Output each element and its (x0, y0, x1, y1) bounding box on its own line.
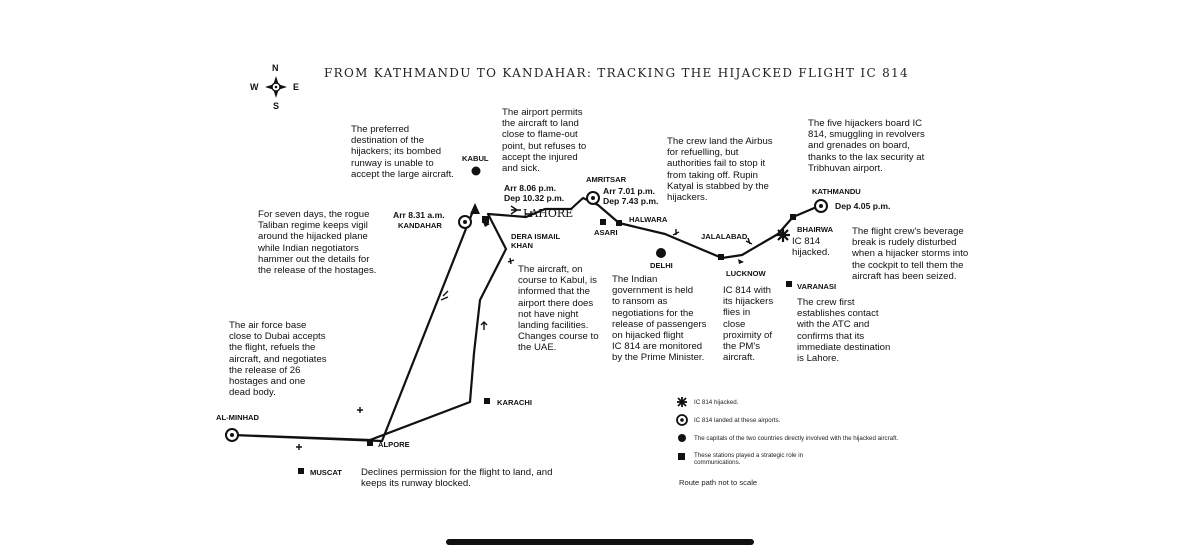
compass-east: E (293, 82, 300, 92)
label-alpore: ALPORE (378, 440, 410, 449)
label-halwara: HALWARA (629, 215, 668, 224)
time-lahore: Arr 8.06 p.m. Dep 10.32 p.m. (504, 183, 565, 203)
legend-stations: These stations played a strategic role in communications. (694, 452, 804, 467)
note-varanasi-atc: The crew first establishes contact with the ATC and confirms that its immediate destination is Lahore. (797, 297, 891, 365)
note-pm-aircraft: IC 814 with its hijackers flies in close proximity of the PM's aircraft. (723, 285, 774, 364)
label-asari: ASARI (594, 228, 618, 237)
compass-west: W (250, 82, 259, 92)
note-muscat: Declines permission for the flight to land, and keeps its runway blocked. (361, 467, 553, 490)
asari-square (600, 219, 606, 225)
label-lahore: LAHORE (523, 207, 574, 220)
karachi-square (484, 398, 490, 404)
note-ransom: The Indian government is held to ransom as negotiations for the release of passengers on hijacked flight IC 814 are monitored by the Prime Minister. (612, 274, 707, 364)
label-kabul: KABUL (462, 154, 489, 163)
legend-landed: IC 814 landed at these airports. (694, 417, 781, 424)
dera-ismail-khan-square (482, 216, 489, 223)
note-amritsar-crew: The crew land the Airbus for refuelling, but authorities fail to stop it from taking off. Rupin Katyal is stabbed by the hijackers. (667, 136, 773, 204)
note-dubai: The air force base close to Dubai accepts the flight, refuels the aircraft, and negotiates the release of 26 hostages and one dead body. (229, 320, 327, 399)
delhi-dot (656, 248, 666, 258)
bhairwa-square (790, 214, 796, 220)
map-title: FROM KATHMANDU TO KANDAHAR: TRACKING THE HIJACKED FLIGHT IC 814 (324, 66, 909, 80)
time-kathmandu: Dep 4.05 p.m. (835, 201, 891, 211)
note-kabul-preferred: The preferred destination of the hijackers; its bombed runway is unable to accept the large aircraft. (351, 124, 454, 180)
label-kathmandu: KATHMANDU (812, 187, 861, 196)
label-jalalabad: JALALABAD (701, 232, 748, 241)
time-kandahar: Arr 8.31 a.m. (393, 210, 445, 220)
compass-icon (265, 76, 287, 98)
label-dera-ismail-khan: DERA ISMAIL KHAN (511, 232, 561, 250)
compass-north: N (272, 63, 279, 73)
label-muscat: MUSCAT (310, 468, 342, 477)
amritsar-marker (587, 192, 599, 204)
alpore-square (367, 440, 373, 446)
note-kabul-night: The aircraft, on course to Kabul, is informed that the airport there does not have night landing facilities. Changes course to the UAE. (518, 264, 599, 354)
halwara-square (616, 220, 622, 226)
kandahar-marker (459, 216, 471, 228)
jalalabad-square (718, 254, 724, 260)
note-lahore-airport: The airport permits the aircraft to land close to flame-out point, but refuses to accept the injured and sick. (502, 107, 587, 175)
note-kathmandu-board: The five hijackers board IC 814, smuggling in revolvers and grenades on board, thanks to the lax security at Tribhuvan airport. (808, 118, 925, 174)
compass-south: S (273, 101, 280, 111)
label-varanasi: VARANASI (797, 282, 837, 291)
legend-capitals: The capitals of the two countries directly involved with the hijacked aircraft. (694, 435, 899, 442)
label-amritsar: AMRITSAR (586, 175, 627, 184)
scale-note: Route path not to scale (679, 478, 758, 487)
legend-hijacked: IC 814 hijacked. (694, 399, 739, 406)
label-bhairwa: BHAIRWA (797, 225, 834, 234)
label-al-minhad: AL-MINHAD (216, 413, 260, 422)
label-delhi: DELHI (650, 261, 673, 270)
kathmandu-marker (815, 200, 827, 212)
note-taliban: For seven days, the rogue Taliban regime keeps vigil around the hijacked plane while Indian negotiators hammer out the details for the release of the hostages. (258, 209, 377, 277)
label-karachi: KARACHI (497, 398, 533, 407)
hijack-star-icon (776, 228, 790, 242)
al-minhad-marker (226, 429, 238, 441)
home-indicator[interactable] (446, 539, 754, 545)
note-beverage: The flight crew's beverage break is rudely disturbed when a hijacker storms into the cockpit to tell them the aircraft has been seized. (852, 226, 969, 282)
note-ic814-hijacked: IC 814 hijacked. (792, 236, 830, 259)
legend-symbols (677, 397, 687, 460)
muscat-square (298, 468, 304, 474)
time-amritsar: Arr 7.01 p.m. Dep 7.43 p.m. (603, 186, 659, 206)
label-kandahar: KANDAHAR (398, 221, 442, 230)
label-lucknow: LUCKNOW (726, 269, 766, 278)
